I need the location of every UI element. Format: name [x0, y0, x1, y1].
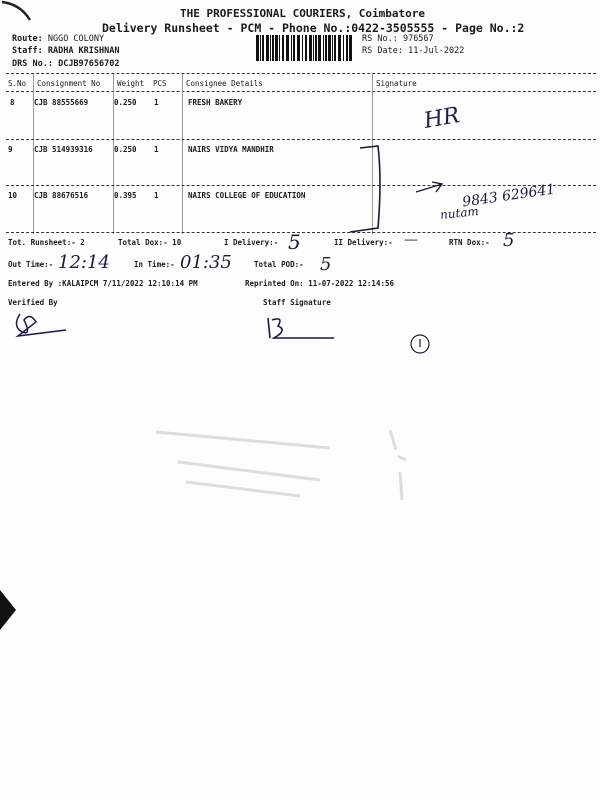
punch-hole-mark: [0, 590, 20, 630]
barcode-bar: [318, 35, 321, 61]
rs-date-row: [362, 46, 464, 56]
total-pod-label: Total POD:-: [254, 260, 304, 269]
rtn-dox-label: RTN Dox:-: [449, 238, 490, 247]
col-signature: Signature: [376, 79, 417, 88]
row-pcs: 1: [154, 98, 159, 107]
reprinted-on: Reprinted On: 11-07-2022 12:14:56: [245, 279, 395, 288]
barcode-bar: [305, 35, 307, 61]
staff-signature-label: Staff Signature: [263, 298, 331, 307]
signature-row8: HR: [422, 103, 462, 134]
table-top-rule: [6, 73, 596, 74]
row-consignee: FRESH BAKERY: [188, 98, 243, 107]
row-consignee: NAIRS VIDYA MANDHIR: [188, 145, 274, 154]
barcode-bar: [266, 35, 269, 61]
barcode-bar: [334, 35, 336, 61]
route-label: Route:: [12, 34, 43, 44]
rs-date-label: RS Date:: [362, 46, 403, 56]
barcode-bar: [279, 35, 280, 61]
barcode-bar: [313, 35, 314, 61]
barcode-bar: [349, 35, 352, 61]
i-delivery-value: 5: [288, 230, 301, 254]
drs-value: DCJB97656702: [58, 59, 120, 69]
verified-by-label: Verified By: [8, 298, 58, 307]
barcode-bar: [343, 35, 344, 61]
total-dox: Total Dox:- 10: [118, 238, 182, 247]
barcode-bar: [332, 35, 333, 61]
barcode-bar: [260, 35, 261, 61]
barcode-bar: [256, 35, 259, 61]
barcode-bar: [297, 35, 300, 61]
barcode-bar: [302, 35, 303, 61]
row-consignment: CJB 88676516: [34, 191, 89, 200]
rs-no-row: [362, 34, 434, 44]
row-rule: [6, 139, 596, 140]
ii-delivery-label: II Delivery:-: [334, 238, 393, 247]
col-consignee: Consignee Details: [186, 79, 263, 88]
col-consignment: Consignment No: [37, 79, 101, 88]
total-pod-value: 5: [320, 254, 332, 275]
staff-row: [12, 46, 120, 56]
in-time-value: 01:35: [180, 252, 232, 273]
row-weight: 0.395: [114, 191, 137, 200]
table-header-rule: [6, 91, 596, 92]
row-consignment: CJB 88555669: [34, 98, 89, 107]
drs-row: [12, 59, 120, 69]
barcode-bar: [325, 35, 327, 61]
row-sno: 10: [8, 191, 18, 200]
rs-date-value: 11-Jul-2022: [408, 46, 465, 56]
staff-label: Staff:: [12, 46, 43, 56]
drs-label: DRS No.:: [12, 59, 53, 69]
barcode-bar: [309, 35, 312, 61]
ii-delivery-value: —: [404, 232, 418, 248]
circle-mark: [408, 332, 432, 356]
company-title: THE PROFESSIONAL COURIERS, Coimbatore: [180, 7, 426, 20]
staff-signature-scribble: [262, 312, 336, 344]
row-consignment: CJB 514939316: [34, 145, 93, 154]
barcode-bar: [291, 35, 292, 61]
route-value: NGGO COLONY: [47, 34, 105, 44]
corner-fold-mark: [0, 0, 40, 30]
barcode-bar: [286, 35, 289, 61]
entered-by: Entered By :KALAIPCM 7/11/2022 12:10:14 PM: [8, 279, 198, 288]
col-divider: [182, 74, 183, 234]
barcode-bar: [315, 35, 317, 61]
barcode-bar: [293, 35, 295, 61]
barcode-bar: [262, 35, 264, 61]
row-weight: 0.250: [114, 98, 137, 107]
rs-no-value: 976567: [402, 34, 434, 44]
staff-value: RADHA KRISHNAN: [47, 46, 120, 56]
out-time-value: 12:14: [58, 252, 110, 273]
out-time-label: Out Time:-: [8, 260, 54, 269]
row-sno: 9: [8, 145, 13, 154]
row-rule: [6, 185, 596, 186]
col-pcs: PCS: [153, 79, 167, 88]
barcode-bar: [270, 35, 271, 61]
barcode-bar: [346, 35, 348, 61]
in-time-label: In Time:-: [134, 260, 175, 269]
barcode-bar: [328, 35, 331, 61]
barcode-bar: [275, 35, 278, 61]
hand-bracket-mark: [340, 140, 390, 240]
barcode: [256, 35, 356, 61]
verified-signature-scribble: [10, 308, 70, 340]
signature-row10-number: 9843 629641: [461, 181, 557, 211]
barcode-bar: [282, 35, 284, 61]
barcode-bar: [272, 35, 274, 61]
row-weight: 0.250: [114, 145, 137, 154]
barcode-bar: [323, 35, 324, 61]
rtn-dox-value: 5: [503, 230, 515, 251]
signature-row10-note: nutam: [439, 204, 480, 222]
row-consignee: NAIRS COLLEGE OF EDUCATION: [188, 191, 306, 200]
row-pcs: 1: [154, 145, 159, 154]
runsheet-subtitle: Delivery Runsheet - PCM - Phone No.:0422-3505555 - Page No.:2: [102, 21, 525, 35]
col-weight: Weight: [117, 79, 145, 88]
tot-runsheet: Tot. Runsheet:- 2: [8, 238, 85, 247]
bleed-through-artifact: [150, 420, 450, 530]
row-pcs: 1: [154, 191, 159, 200]
barcode-bar: [338, 35, 341, 61]
route-row: [12, 34, 104, 44]
col-sno: S.No: [8, 79, 27, 88]
row-sno: 8: [10, 98, 15, 107]
hand-arrow-mark: [412, 178, 452, 198]
rs-no-label: RS No.:: [362, 34, 398, 44]
i-delivery-label: I Delivery:-: [224, 238, 279, 247]
